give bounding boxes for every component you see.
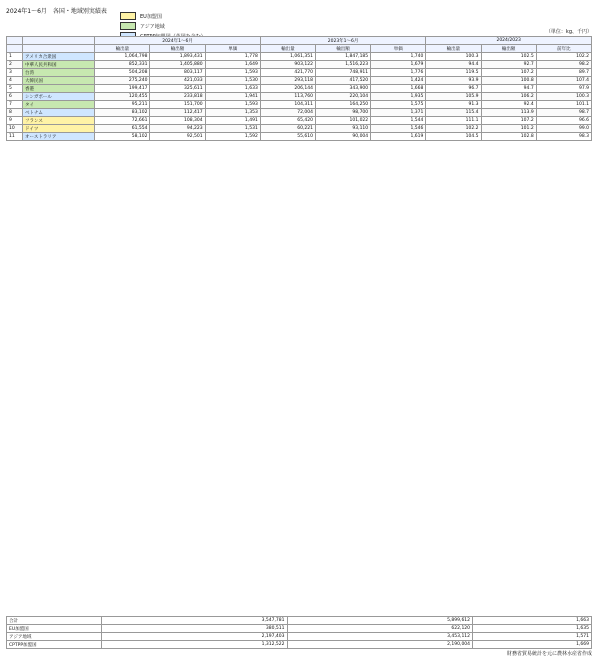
sub-header-7: 輸出額 (481, 45, 536, 53)
summary-body (7, 617, 592, 649)
cell-value: 105.9 (426, 93, 481, 101)
table-row (7, 101, 592, 109)
cell-country: オーストラリア (23, 133, 95, 141)
cell-value: 92.4 (481, 101, 536, 109)
cell-value: 1,941 (205, 93, 260, 101)
cell-value: 100.3 (426, 53, 481, 61)
summary-row (7, 633, 592, 641)
cell-value: 96.6 (536, 117, 591, 125)
cell-value: 151,700 (150, 101, 205, 109)
cell-value: 107.2 (481, 69, 536, 77)
cell-value: 96.7 (426, 85, 481, 93)
legend-eu (120, 12, 206, 20)
cell-country: 台湾 (23, 69, 95, 77)
summary-value: 3,453,112 (287, 633, 473, 641)
cell-value: 72,661 (95, 117, 150, 125)
cell-value: 903,122 (260, 61, 315, 69)
summary-label: EU加盟国 (7, 625, 102, 633)
cell-value: 1,847,185 (315, 53, 370, 61)
cell-value: 220,104 (315, 93, 370, 101)
cell-value: 107.2 (481, 117, 536, 125)
cell-value: 1,546 (371, 125, 426, 133)
table-row (7, 125, 592, 133)
cell-value: 104.5 (426, 133, 481, 141)
cell-value: 106.2 (481, 93, 536, 101)
cell-value: 1,776 (371, 69, 426, 77)
summary-table (6, 616, 592, 649)
cell-value: 83,102 (95, 109, 150, 117)
cell-value: 206,144 (260, 85, 315, 93)
cell-value: 1,531 (205, 125, 260, 133)
summary-row (7, 641, 592, 649)
page-title: 2024年1～6月 各国・地域別実績表 (6, 8, 107, 15)
table-sub-header-row (7, 45, 592, 53)
cell-no: 4 (7, 77, 23, 85)
cell-country: 大韓民国 (23, 77, 95, 85)
cell-value: 90,004 (315, 133, 370, 141)
summary-value: 2,197,403 (102, 633, 288, 641)
table-body (7, 53, 592, 141)
summary-value: 1,635 (473, 625, 592, 633)
sub-header-0: 輸出量 (95, 45, 150, 53)
cell-value: 97.9 (536, 85, 591, 93)
cell-value: 1,061,351 (260, 53, 315, 61)
cell-value: 1,353 (205, 109, 260, 117)
cell-value: 1,740 (371, 53, 426, 61)
sub-header-1: 輸出額 (150, 45, 205, 53)
cell-no: 6 (7, 93, 23, 101)
sub-header-5: 単価 (371, 45, 426, 53)
sub-header-name (23, 45, 95, 53)
cell-value: 108,304 (150, 117, 205, 125)
table-row (7, 85, 592, 93)
export-table (6, 36, 592, 141)
cell-value: 1,592 (205, 133, 260, 141)
cell-value: 101.1 (536, 101, 591, 109)
summary-value: 2,190,004 (287, 641, 473, 649)
cell-country: アメリカ合衆国 (23, 53, 95, 61)
cell-no: 10 (7, 125, 23, 133)
cell-value: 72,004 (260, 109, 315, 117)
cell-value: 293,118 (260, 77, 315, 85)
cell-value: 1,893,431 (150, 53, 205, 61)
legend-asia (120, 22, 206, 30)
cell-value: 99.0 (536, 125, 591, 133)
cell-value: 1,593 (205, 69, 260, 77)
sub-header-6: 輸出量 (426, 45, 481, 53)
cell-value: 1,593 (205, 101, 260, 109)
summary-value: 3,547,781 (102, 617, 288, 625)
cell-value: 101,022 (315, 117, 370, 125)
legend-label-asia: アジア地域 (140, 23, 165, 30)
cell-value: 93.9 (426, 77, 481, 85)
cell-value: 98.7 (536, 109, 591, 117)
cell-value: 1,679 (371, 61, 426, 69)
cell-country: 香港 (23, 85, 95, 93)
table-row (7, 133, 592, 141)
cell-value: 164,250 (315, 101, 370, 109)
cell-value: 421,033 (150, 77, 205, 85)
cell-country: ベトナム (23, 109, 95, 117)
cell-value: 113,760 (260, 93, 315, 101)
cell-value: 1,064,798 (95, 53, 150, 61)
cell-no: 7 (7, 101, 23, 109)
cell-value: 113.9 (481, 109, 536, 117)
cell-value: 1,668 (371, 85, 426, 93)
cell-value: 417,520 (315, 77, 370, 85)
summary-value: 1,663 (473, 617, 592, 625)
cell-value: 119.5 (426, 69, 481, 77)
cell-value: 55,610 (260, 133, 315, 141)
group-header-ratio: 2024/2023 (426, 37, 592, 45)
cell-value: 94.4 (426, 61, 481, 69)
group-header-2023: 2023年1～6月 (260, 37, 426, 45)
cell-country: フランス (23, 117, 95, 125)
cell-value: 748,911 (315, 69, 370, 77)
table-row (7, 117, 592, 125)
cell-value: 325,611 (150, 85, 205, 93)
cell-value: 92,501 (150, 133, 205, 141)
summary-value: 5,899,612 (287, 617, 473, 625)
summary-label: アジア地域 (7, 633, 102, 641)
cell-value: 1,633 (205, 85, 260, 93)
footer-note: 財務省貿易統計を元に農林水産省作成 (506, 651, 592, 657)
summary-value: 1,571 (473, 633, 592, 641)
cell-value: 102.5 (481, 53, 536, 61)
summary-value: 622,120 (287, 625, 473, 633)
cell-value: 98,700 (315, 109, 370, 117)
cell-no: 3 (7, 69, 23, 77)
cell-value: 275,240 (95, 77, 150, 85)
cell-value: 1,649 (205, 61, 260, 69)
cell-value: 233,818 (150, 93, 205, 101)
cell-value: 94.7 (481, 85, 536, 93)
table-row (7, 77, 592, 85)
legend-swatch-eu (120, 12, 136, 20)
legend-swatch-asia (120, 22, 136, 30)
table-row (7, 53, 592, 61)
cell-country: 中華人民共和国 (23, 61, 95, 69)
sub-header-4: 輸出額 (315, 45, 370, 53)
unit-note: （単位：kg、千円） (545, 29, 592, 35)
cell-no: 9 (7, 117, 23, 125)
cell-no: 5 (7, 85, 23, 93)
cell-value: 1,778 (205, 53, 260, 61)
cell-value: 94,223 (150, 125, 205, 133)
table-row (7, 69, 592, 77)
cell-value: 95,211 (95, 101, 150, 109)
cell-value: 104,311 (260, 101, 315, 109)
table-row (7, 61, 592, 69)
cell-value: 199,417 (95, 85, 150, 93)
cell-value: 89.7 (536, 69, 591, 77)
legend-label-eu: EU加盟国 (140, 13, 162, 20)
cell-value: 93,110 (315, 125, 370, 133)
cell-no: 8 (7, 109, 23, 117)
cell-value: 1,530 (205, 77, 260, 85)
cell-value: 102.8 (481, 133, 536, 141)
cell-value: 92.7 (481, 61, 536, 69)
cell-value: 1,516,223 (315, 61, 370, 69)
header-name (23, 37, 95, 45)
summary-label: 合計 (7, 617, 102, 625)
cell-value: 1,371 (371, 109, 426, 117)
cell-value: 1,491 (205, 117, 260, 125)
cell-value: 120,455 (95, 93, 150, 101)
sub-header-8: 前年比 (536, 45, 591, 53)
cell-value: 107.4 (536, 77, 591, 85)
sub-header-no (7, 45, 23, 53)
cell-value: 98.3 (536, 133, 591, 141)
header-no (7, 37, 23, 45)
cell-value: 101.2 (481, 125, 536, 133)
cell-value: 112,417 (150, 109, 205, 117)
sub-header-2: 単価 (205, 45, 260, 53)
summary-value: 1,669 (473, 641, 592, 649)
cell-value: 111.1 (426, 117, 481, 125)
cell-value: 100.3 (536, 93, 591, 101)
cell-value: 1,575 (371, 101, 426, 109)
summary-label: CPTPP加盟国 (7, 641, 102, 649)
cell-value: 421,770 (260, 69, 315, 77)
cell-country: シンガポール (23, 93, 95, 101)
cell-value: 803,117 (150, 69, 205, 77)
cell-value: 115.4 (426, 109, 481, 117)
sub-header-3: 輸出量 (260, 45, 315, 53)
cell-value: 1,405,880 (150, 61, 205, 69)
cell-value: 100.8 (481, 77, 536, 85)
cell-country: ドイツ (23, 125, 95, 133)
group-header-2024: 2024年1～6月 (95, 37, 261, 45)
cell-value: 102.2 (426, 125, 481, 133)
cell-country: タイ (23, 101, 95, 109)
cell-value: 102.2 (536, 53, 591, 61)
cell-no: 1 (7, 53, 23, 61)
summary-row (7, 617, 592, 625)
cell-no: 2 (7, 61, 23, 69)
cell-value: 60,221 (260, 125, 315, 133)
cell-no: 11 (7, 133, 23, 141)
cell-value: 65,420 (260, 117, 315, 125)
cell-value: 1,619 (371, 133, 426, 141)
summary-value: 380,511 (102, 625, 288, 633)
table-row (7, 109, 592, 117)
cell-value: 1,935 (371, 93, 426, 101)
summary-row (7, 625, 592, 633)
cell-value: 504,208 (95, 69, 150, 77)
cell-value: 98.2 (536, 61, 591, 69)
cell-value: 1,544 (371, 117, 426, 125)
cell-value: 852,331 (95, 61, 150, 69)
cell-value: 343,900 (315, 85, 370, 93)
table-row (7, 93, 592, 101)
cell-value: 91.3 (426, 101, 481, 109)
summary-value: 1,312,522 (102, 641, 288, 649)
table-group-header-row (7, 37, 592, 45)
cell-value: 58,102 (95, 133, 150, 141)
cell-value: 1,424 (371, 77, 426, 85)
cell-value: 61,554 (95, 125, 150, 133)
